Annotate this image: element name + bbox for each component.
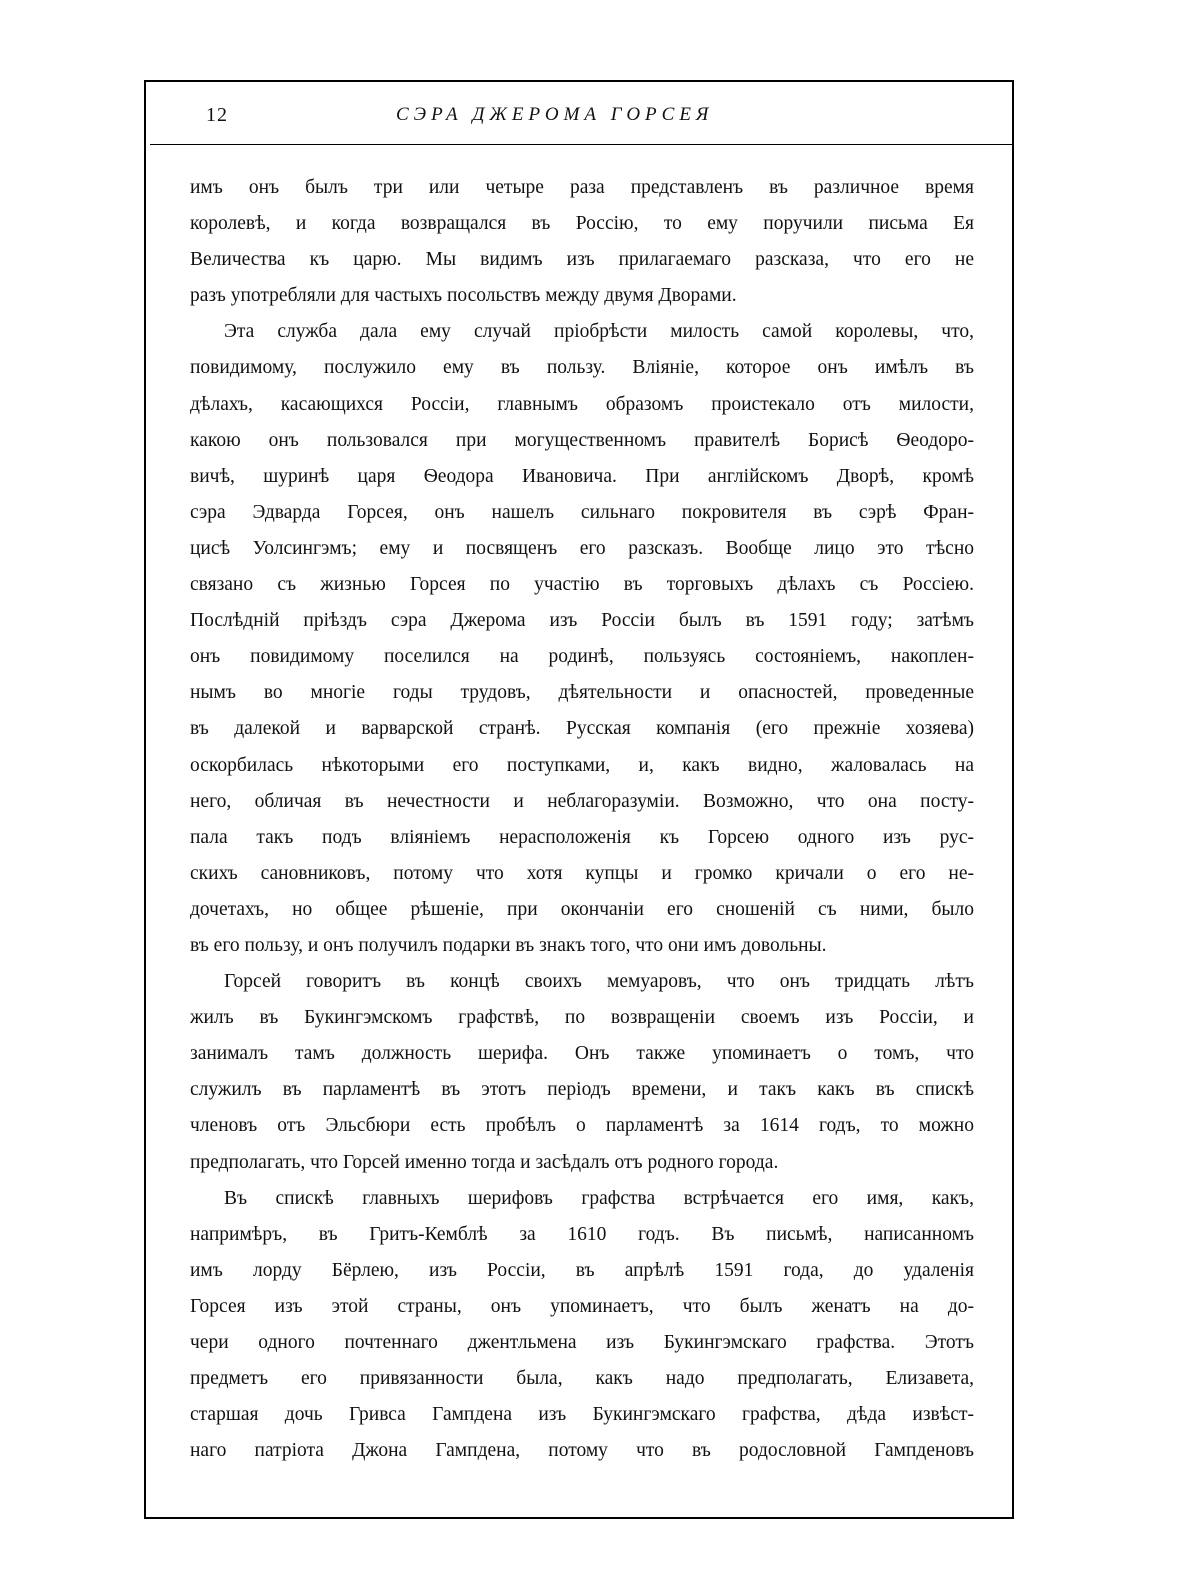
text-line: дѣлахъ, касающихся Россіи, главнымъ образомъ проистекало отъ милости, bbox=[190, 393, 974, 415]
text-line: Величества къ царю. Мы видимъ изъ прилагаемаго разсказа, что его не bbox=[190, 249, 974, 271]
text-line: въ его пользу, и онъ получилъ подарки въ знакъ того, что они имъ довольны. bbox=[190, 934, 827, 956]
text-line: разъ употребляли для частыхъ посольствъ между двумя Дворами. bbox=[190, 285, 737, 307]
text-line: предполагать, что Горсей именно тогда и засѣдалъ отъ родного города. bbox=[190, 1151, 779, 1173]
paragraph bbox=[190, 170, 974, 314]
text-line: оскорбилась нѣкоторыми его поступками, и, какъ видно, жаловалась на bbox=[190, 754, 974, 776]
page-header bbox=[146, 82, 1012, 145]
text-line: онъ повидимому поселился на родинѣ, пользуясь состояніемъ, накоплен- bbox=[190, 646, 974, 668]
text-line: наго патріота Джона Гампдена, потому что въ родословной Гампденовъ bbox=[190, 1440, 974, 1462]
paragraph bbox=[190, 964, 974, 1181]
text-line: пала такъ подъ вліяніемъ нерасположенія къ Горсею одного изъ рус- bbox=[190, 826, 974, 848]
text-line: Горсея изъ этой страны, онъ упоминаетъ, что былъ женатъ на до- bbox=[190, 1295, 974, 1317]
text-line: нымъ во многіе годы трудовъ, дѣятельности и опасностей, проведенные bbox=[190, 682, 974, 704]
text-line: Въ спискѣ главныхъ шерифовъ графства встрѣчается его имя, какъ, bbox=[224, 1187, 974, 1209]
text-line: повидимому, послужило ему въ пользу. Вліяніе, которое онъ имѣлъ въ bbox=[190, 357, 974, 379]
header-rule bbox=[150, 144, 1012, 145]
text-line: Послѣдній пріѣздъ сэра Джерома изъ Россіи былъ въ 1591 году; затѣмъ bbox=[190, 610, 974, 632]
text-line: связано съ жизнью Горсея по участію въ торговыхъ дѣлахъ съ Россіею. bbox=[190, 574, 974, 596]
text-line: королевѣ, и когда возвращался въ Россію, то ему поручили письма Ея bbox=[190, 213, 974, 235]
page-number: 12 bbox=[206, 104, 228, 126]
text-line: напримѣръ, въ Гритъ-Кемблѣ за 1610 годъ. Въ письмѣ, написанномъ bbox=[190, 1223, 974, 1245]
text-line: имъ лорду Бёрлею, изъ Россіи, въ апрѣлѣ 1591 года, до удаленія bbox=[190, 1259, 974, 1281]
page-frame bbox=[144, 80, 1014, 1519]
body-text bbox=[190, 170, 974, 1469]
text-line: цисѣ Уолсингэмъ; ему и посвященъ его разсказъ. Вообще лицо это тѣсно bbox=[190, 537, 974, 559]
text-line: предметъ его привязанности была, какъ надо предполагать, Елизавета, bbox=[190, 1368, 974, 1390]
text-line: членовъ отъ Эльсбюри есть пробѣлъ о парламентѣ за 1614 годъ, то можно bbox=[190, 1115, 974, 1137]
text-line: Эта служба дала ему случай пріобрѣсти милость самой королевы, что, bbox=[224, 321, 974, 343]
paragraph bbox=[190, 314, 974, 964]
text-line: занималъ тамъ должность шерифа. Онъ также упоминаетъ о томъ, что bbox=[190, 1043, 974, 1065]
text-line: Горсей говоритъ въ концѣ своихъ мемуаровъ, что онъ тридцать лѣтъ bbox=[224, 971, 974, 993]
running-title: СЭРА ДЖЕРОМА ГОРСЕЯ bbox=[396, 104, 714, 125]
text-line: скихъ сановниковъ, потому что хотя купцы и громко кричали о его не- bbox=[190, 862, 974, 884]
text-line: дочетахъ, но общее рѣшеніе, при окончаніи его сношеній съ ними, было bbox=[190, 898, 974, 920]
text-line: въ далекой и варварской странѣ. Русская компанія (его прежніе хозяева) bbox=[190, 718, 974, 740]
text-line: старшая дочь Гривса Гампдена изъ Букингэмскаго графства, дѣда извѣст- bbox=[190, 1404, 974, 1426]
text-line: жилъ въ Букингэмскомъ графствѣ, по возвращеніи своемъ изъ Россіи, и bbox=[190, 1007, 974, 1029]
paragraph bbox=[190, 1181, 974, 1470]
text-line: какою онъ пользовался при могущественномъ правителѣ Борисѣ Ѳеодоро- bbox=[190, 429, 974, 451]
text-line: вичѣ, шуринѣ царя Ѳеодора Ивановича. При англійскомъ Дворѣ, кромѣ bbox=[190, 465, 974, 487]
text-line: чери одного почтеннаго джентльмена изъ Букингэмскаго графства. Этотъ bbox=[190, 1332, 974, 1353]
text-line: сэра Эдварда Горсея, онъ нашелъ сильнаго покровителя въ сэрѣ Фран- bbox=[190, 501, 974, 523]
text-line: имъ онъ былъ три или четыре раза представленъ въ различное время bbox=[190, 177, 974, 198]
text-line: служилъ въ парламентѣ въ этотъ періодъ времени, и такъ какъ въ спискѣ bbox=[190, 1079, 974, 1101]
text-line: него, обличая въ нечестности и неблагоразуміи. Возможно, что она посту- bbox=[190, 790, 974, 812]
